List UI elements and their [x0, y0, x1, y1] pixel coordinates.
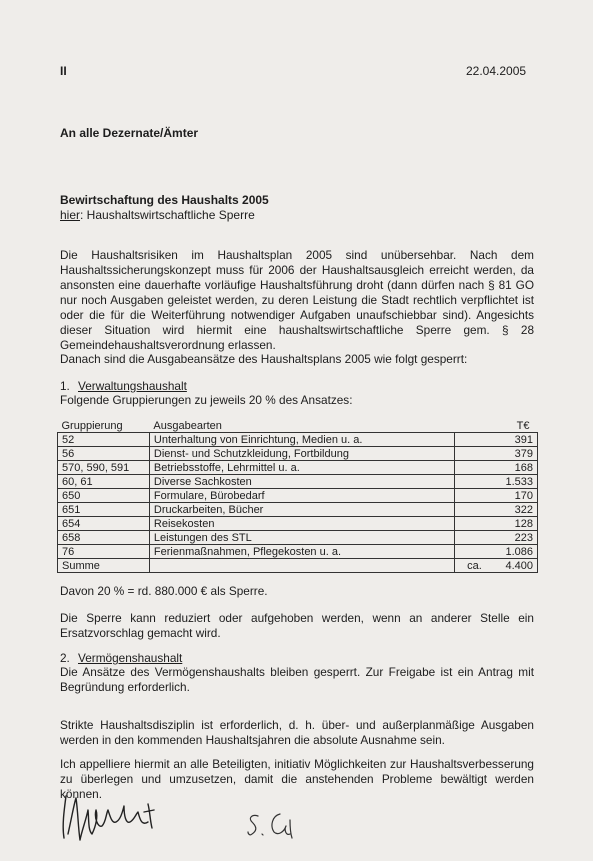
table-row [58, 503, 538, 517]
row-desc: Reisekosten [149, 517, 454, 531]
row-code: 56 [58, 447, 150, 461]
letter-date: 22.04.2005 [466, 64, 527, 78]
row-desc: Dienst- und Schutzkleidung, Fortbildung [149, 447, 454, 461]
row-value: 170 [455, 489, 538, 503]
department-number: II [60, 64, 67, 78]
header-teuro: T€ [455, 420, 538, 433]
header-gruppierung: Gruppierung [58, 420, 150, 433]
subject-subline [60, 208, 255, 222]
table-row [58, 475, 538, 489]
handwritten-signature [58, 786, 178, 848]
sum-prefix: ca. [467, 559, 482, 572]
sum-label: Summe [58, 559, 150, 573]
disziplin-paragraph: Strikte Haushaltsdisziplin ist erforderlich, d. h. über- und außerplanmäßige Ausgaben werden in den kommenden Haushaltsjahren die absolute Ausnahme sein. [60, 718, 534, 747]
sum-value: 4.400 [505, 559, 533, 572]
table-row [58, 433, 538, 447]
danach-paragraph: Danach sind die Ausgabeansätze des Haushaltsplans 2005 wie folgt gesperrt: [60, 352, 468, 366]
appell-paragraph: Ich appelliere hiermit an alle Beteiligten, initiativ Möglichkeiten zur Haushaltsverbesserung zu überlegen und umzusetzen, damit die anstehenden Probleme bewältigt werden können. [60, 757, 534, 801]
row-desc: Formulare, Bürobedarf [149, 489, 454, 503]
row-code: 60, 61 [58, 475, 150, 489]
header-ausgabearten: Ausgabearten [149, 420, 454, 433]
section-1-heading [60, 379, 187, 393]
table-header-row [58, 420, 538, 433]
section-2-title: Vermögenshaushalt [78, 651, 183, 665]
row-code: 76 [58, 545, 150, 559]
table-row [58, 517, 538, 531]
section-2-number: 2. [60, 651, 70, 665]
row-desc: Ferienmaßnahmen, Pflegekosten u. a. [149, 545, 454, 559]
row-value: 391 [455, 433, 538, 447]
table-sum-row [58, 559, 538, 573]
table-row [58, 531, 538, 545]
section-1-number: 1. [60, 379, 70, 393]
recipient-line: An alle Dezernate/Ämter [60, 126, 199, 140]
intro-paragraph: Die Haushaltsrisiken im Haushaltsplan 2005 sind unübersehbar. Nach dem Haushaltssicherungskonzept muss für 2006 der Haushaltsausgleich erreicht werden, da ansonsten eine dauerhafte vorläufige Haushaltsführung droht (dann dürfen nach § 81 GO nur noch Ausgaben geleistet werden, zu deren Leistung die Stadt rechtlich verpflichtet ist oder die für die Weiterführung notwendiger Aufgaben unaufschiebbar sind). Angesichts dieser Situation wird hiermit eine haushaltswirtschaftliche Sperre gem. § 28 Gemeindehaushaltsverordnung erlassen. [60, 248, 534, 352]
subject-text: : Haushaltswirtschaftliche Sperre [80, 208, 255, 222]
row-value: 223 [455, 531, 538, 545]
row-code: 658 [58, 531, 150, 545]
handwritten-initials [244, 808, 304, 844]
sperre-paragraph: Die Sperre kann reduziert oder aufgehoben werden, wenn an anderer Stelle ein Ersatzvorschlag gemacht wird. [60, 611, 534, 640]
subject-title: Bewirtschaftung des Haushalts 2005 [60, 193, 269, 207]
row-value: 379 [455, 447, 538, 461]
row-code: 654 [58, 517, 150, 531]
row-desc: Diverse Sachkosten [149, 475, 454, 489]
row-desc: Druckarbeiten, Bücher [149, 503, 454, 517]
row-value: 128 [455, 517, 538, 531]
row-desc: Leistungen des STL [149, 531, 454, 545]
row-desc: Unterhaltung von Einrichtung, Medien u. a. [149, 433, 454, 447]
table-row [58, 461, 538, 475]
row-value: 168 [455, 461, 538, 475]
row-code: 52 [58, 433, 150, 447]
row-value: 1.533 [455, 475, 538, 489]
subject-prefix: hier [60, 208, 81, 222]
section-1-title: Verwaltungshaushalt [78, 379, 187, 393]
sum-empty [149, 559, 454, 573]
row-code: 650 [58, 489, 150, 503]
table-row [58, 545, 538, 559]
table-row [58, 447, 538, 461]
row-value: 322 [455, 503, 538, 517]
budget-table [57, 420, 538, 573]
row-desc: Betriebsstoffe, Lehrmittel u. a. [149, 461, 454, 475]
row-code: 570, 590, 591 [58, 461, 150, 475]
table-row [58, 489, 538, 503]
sum-cell [455, 559, 538, 573]
row-code: 651 [58, 503, 150, 517]
section-1-subtitle: Folgende Gruppierungen zu jeweils 20 % des Ansatzes: [60, 393, 353, 407]
section-2-heading [60, 651, 182, 665]
vermoegen-paragraph: Die Ansätze des Vermögenshaushalts bleiben gesperrt. Zur Freigabe ist ein Antrag mit Begründung erforderlich. [60, 665, 534, 694]
davon-paragraph: Davon 20 % = rd. 880.000 € als Sperre. [60, 584, 268, 598]
row-value: 1.086 [455, 545, 538, 559]
